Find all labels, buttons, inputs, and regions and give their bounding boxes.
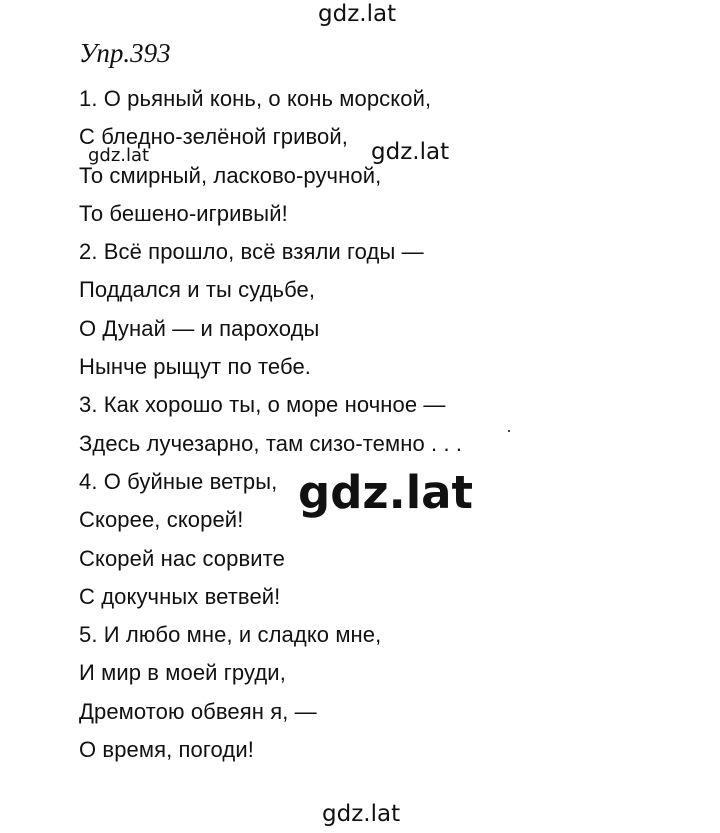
watermark-top: gdz.lat	[318, 1, 397, 27]
watermark-mid-right: gdz.lat	[371, 139, 450, 165]
poem-line: 2. Всё прошло, всё взяли годы —	[79, 239, 424, 265]
poem-line: О Дунай — и пароходы	[79, 315, 320, 341]
poem-line: 5. И любо мне, и сладко мне,	[79, 622, 382, 648]
watermark-mid-left: gdz.lat	[88, 145, 150, 166]
poem-line: Нынче рыщут по тебе.	[79, 354, 312, 380]
poem-line: Скорее, скорей!	[79, 507, 244, 533]
poem-line: 1. О рьяный конь, о конь морской,	[79, 86, 432, 111]
poem-line: И мир в моей груди,	[79, 660, 286, 686]
poem-line: Поддался и ты судьбе,	[79, 277, 316, 303]
poem-line: С докучных ветвей!	[79, 583, 281, 609]
poem-line: О время, погоди!	[79, 737, 254, 763]
poem-line: Скорей нас сорвите	[79, 545, 285, 571]
poem-line: 4. О буйные ветры,	[79, 468, 278, 494]
poem-line: Здесь лучезарно, там сизо-темно . . .	[79, 430, 463, 456]
watermark-center-big: gdz.lat	[298, 466, 474, 519]
poem-line: Дремотою обвеян я, —	[79, 698, 317, 724]
poem-line: То бешено-игривый!	[79, 200, 288, 226]
watermark-bottom: gdz.lat	[322, 801, 401, 827]
poem-line: С бледно-зелёной гривой,	[79, 124, 348, 150]
poem-line: То смирный, ласково-ручной,	[79, 162, 382, 188]
poem-line: 3. Как хорошо ты, о море ночное —	[79, 392, 446, 418]
scan-speck	[508, 430, 510, 432]
poem-text	[79, 86, 462, 775]
exercise-title: Упр.393	[79, 38, 171, 68]
